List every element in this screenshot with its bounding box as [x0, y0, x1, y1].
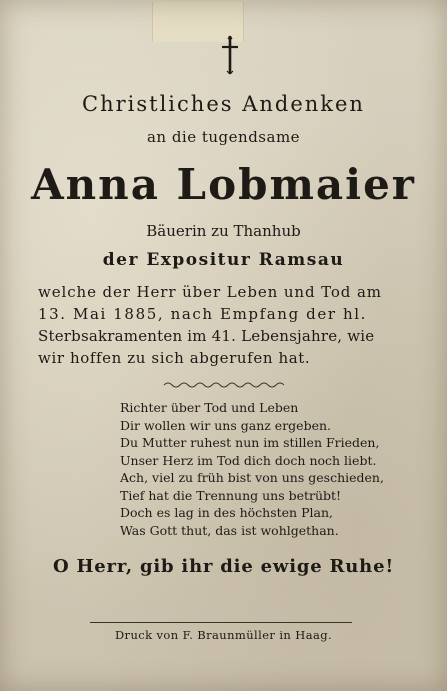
heading: Christliches Andenken [82, 92, 365, 116]
biography-line: welche der Herr über Leben und Tod am [38, 283, 382, 301]
biography-line: 13. Mai 1885, nach Empfang der hl. [38, 305, 367, 323]
occupation: Bäuerin zu Thanhub [146, 222, 301, 240]
deceased-name: Anna Lobmaier [31, 160, 416, 209]
divider-rule [90, 622, 352, 623]
subheading: an die tugendsame [146, 128, 301, 146]
poem-line: Unser Herz im Tod dich doch noch liebt. [120, 452, 377, 468]
biography-line: Sterbsakramenten im 41. Lebensjahre, wie [38, 327, 375, 345]
poem-line: Tief hat die Trennung uns betrübt! [120, 487, 342, 503]
poem-line: Ach, viel zu früh bist von uns geschieden, [120, 470, 384, 485]
biography-line: wir hoffen zu sich abgerufen hat. [38, 349, 311, 367]
poem-line: Dir wollen wir uns ganz ergeben. [120, 417, 332, 433]
poem [120, 399, 420, 539]
poem-line: Was Gott thut, das ist wohlgethan. [120, 522, 339, 538]
poem-line: Richter über Tod und Leben [120, 400, 299, 415]
poem-line: Du Mutter ruhest nun im stillen Frieden, [120, 435, 380, 450]
prayer: O Herr, gib ihr die ewige Ruhe! [52, 556, 395, 577]
ornamental-divider [162, 380, 286, 390]
cross-icon [219, 35, 241, 75]
printer-imprint: Druck von F. Braunmüller in Haag. [114, 628, 333, 642]
parish: der Expositur Ramsau [102, 250, 345, 270]
poem-line: Doch es lag in des höchsten Plan, [120, 505, 333, 520]
biography [38, 281, 418, 369]
